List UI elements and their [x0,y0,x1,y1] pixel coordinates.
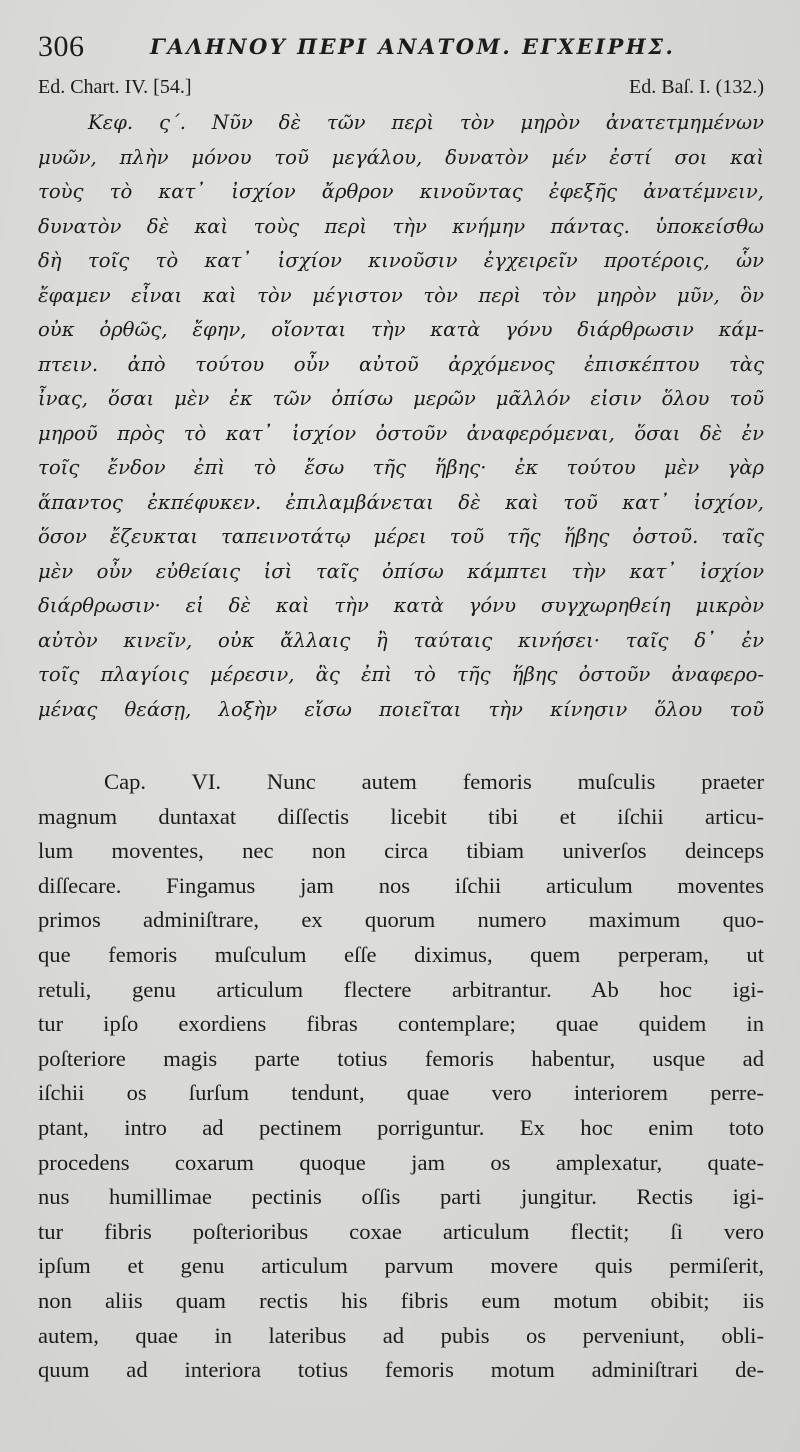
greek-text-line: τοὺς τὸ κατ᾽ ἰσχίον ἄρθρον κινοῦντας ἐφεξῆς ἀνατέμνειν, [38,180,764,203]
running-head [38,28,764,72]
greek-text-line: ἶνας, ὅσαι μὲν ἐκ τῶν ὀπίσω μερῶν μᾶλλόν εἰσιν ὅλου τοῦ [38,387,764,410]
latin-text-line: non aliis quam rectis his fibris eum motum obibit; iis [38,1287,764,1313]
latin-text-line: quum ad interiora totius femoris motum adminiſtrari de- [38,1357,764,1383]
latin-text-line: primos adminiſtrare, ex quorum numero maximum quo- [38,907,764,933]
latin-text-line: tur fibris poſterioribus coxae articulum flectit; ſi vero [38,1218,764,1244]
greek-text-line: δυνατὸν δὲ καὶ τοὺς περὶ τὴν κνήμην πάντας. ὑποκείσθω [38,214,764,238]
edition-basel-reference: Ed. Baſ. I. (132.) [629,76,764,98]
latin-text-line: poſteriore magis parte totius femoris habentur, usque ad [38,1045,764,1071]
greek-text-line: οὐκ ὀρθῶς, ἔφην, οἴονται τὴν κατὰ γόνυ διάρθρωσιν κάμ- [38,318,764,341]
latin-text-line: diſſecare. Fingamus jam nos iſchii articulum moventes [38,872,764,898]
greek-text-line: αὐτὸν κινεῖν, οὐκ ἄλλαις ἢ ταύταις κινήσει· ταῖς δ᾽ ἐν [38,628,764,652]
edition-reference-line [38,72,764,104]
page-number: 306 [38,30,85,63]
latin-text-line: ptant, intro ad pectinem porriguntur. Ex hoc enim toto [38,1114,764,1140]
latin-text-line: nus humillimae pectinis oſſis parti jungitur. Rectis igi- [38,1184,764,1210]
latin-text-line: que femoris muſculum eſſe diximus, quem perperam, ut [38,941,764,967]
greek-text-line: τοῖς πλαγίοις μέρεσιν, ἃς ἐπὶ τὸ τῆς ἥβης ὀστοῦν ἀναφερο- [38,663,764,686]
latin-text-line: procedens coxarum quoque jam os amplexatur, quate- [38,1149,764,1175]
greek-text-line: πτειν. ἀπὸ τούτου οὖν αὐτοῦ ἀρχόμενος ἐπισκέπτου τὰς [38,352,764,376]
greek-text-line: διάρθρωσιν· εἰ δὲ καὶ τὴν κατὰ γόνυ συγχωρηθείη μικρὸν [38,594,764,617]
greek-text-line: μηροῦ πρὸς τὸ κατ᾽ ἰσχίον ὀστοῦν ἀναφερόμεναι, ὅσαι δὲ ἐν [38,421,764,445]
latin-text-line: Cap. VI. Nunc autem femoris muſculis praeter [104,769,764,794]
edition-chartier-reference: Ed. Chart. IV. [54.] [38,76,192,98]
greek-text-block [38,106,764,727]
latin-text-block [38,765,764,1388]
greek-text-line: ἔφαμεν εἶναι καὶ τὸν μέγιστον τὸν περὶ τὸν μηρὸν μῦν, ὃν [38,283,764,307]
greek-text-line: τοῖς ἔνδον ἐπὶ τὸ ἔσω τῆς ἥβης· ἐκ τούτου μὲν γὰρ [38,456,764,479]
latin-text-line: autem, quae in lateribus ad pubis os perveniunt, obli- [38,1322,764,1348]
greek-text-line: μὲν οὖν εὐθείαις ἰσὶ ταῖς ὀπίσω κάμπτει τὴν κατ᾽ ἰσχίον [38,559,764,583]
latin-text-line: retuli, genu articulum flectere arbitrantur. Ab hoc igi- [38,976,764,1002]
greek-text-line: ὅσον ἔζευκται ταπεινοτάτῳ μέρει τοῦ τῆς ἥβης ὀστοῦ. ταῖς [38,525,764,548]
greek-text-line: μένας θεάσῃ, λοξὴν εἴσω ποιεῖται τὴν κίνησιν ὅλου τοῦ [38,697,764,721]
greek-text-line: Κεφ. ς΄. Νῦν δὲ τῶν περὶ τὸν μηρὸν ἀνατετμημένων [88,111,764,134]
greek-text-line: ἅπαντος ἐκπέφυκεν. ἐπιλαμβάνεται δὲ καὶ τοῦ κατ᾽ ἰσχίον, [38,490,764,514]
latin-text-line: iſchii os ſurſum tendunt, quae vero interiorem perre- [38,1080,764,1106]
running-title: ΓΑΛΗΝΟΥ ΠΕΡΙ ΑΝΑΤΟΜ. ΕΓΧΕΙΡΗΣ. [150,34,676,59]
latin-text-line: ipſum et genu articulum parvum movere quis permiſerit, [38,1253,764,1279]
greek-text-line: δὴ τοῖς τὸ κατ᾽ ἰσχίον κινοῦσιν ἐγχειρεῖν προτέροις, ὧν [38,249,764,272]
latin-text-line: lum moventes, nec non circa tibiam univerſos deinceps [38,838,764,864]
latin-text-line: tur ipſo exordiens fibras contemplare; quae quidem in [38,1011,764,1037]
latin-text-line: magnum duntaxat diſſectis licebit tibi et iſchii articu- [38,803,764,829]
greek-text-line: μυῶν, πλὴν μόνου τοῦ μεγάλου, δυνατὸν μέν ἐστί σοι καὶ [38,145,764,169]
